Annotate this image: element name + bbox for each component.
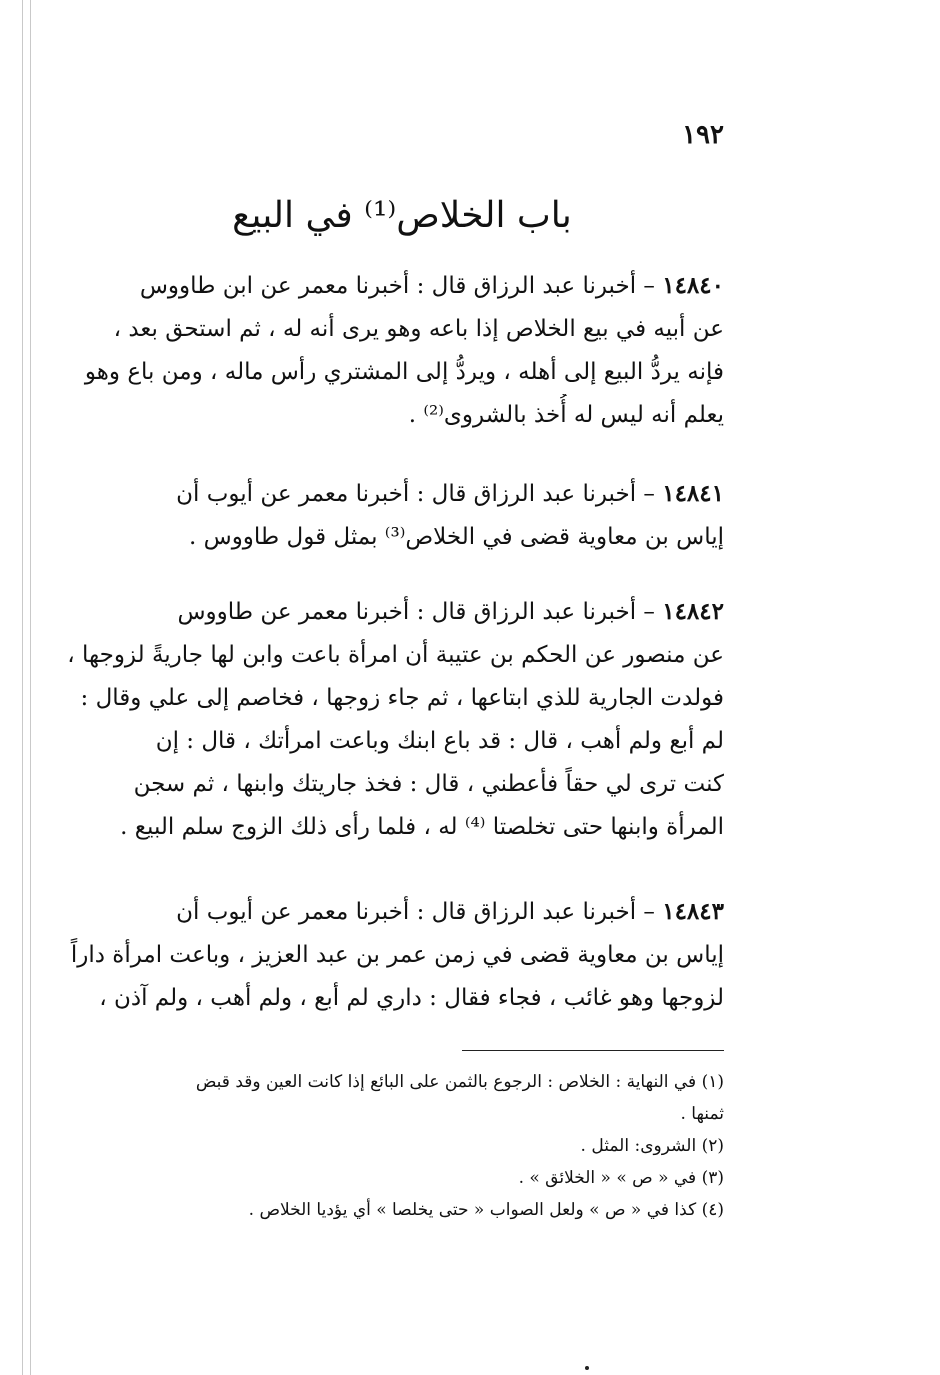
paragraph-line: ١٤٨٤١ – أخبرنا عبد الرزاق قال : أخبرنا معمر عن أيوب أن	[176, 480, 724, 507]
chapter-title: باب الخلاص⁽¹⁾ في البيع	[232, 195, 572, 236]
paragraph-line: فولدت الجارية للذي ابتاعها ، ثم جاء زوجها ، فخاصم إلى علي وقال :	[80, 685, 724, 711]
hadith-paragraph	[58, 264, 724, 437]
scan-speck	[585, 1366, 589, 1370]
footnote: (٣) في « ص » « الخلائق » .	[518, 1168, 724, 1188]
hadith-paragraph	[58, 890, 724, 1020]
scan-edge-line	[30, 0, 31, 1375]
hadith-number: ١٤٨٤٣	[662, 898, 724, 925]
footnotes	[58, 1066, 724, 1226]
paragraph-line: ١٤٨٤٣ – أخبرنا عبد الرزاق قال : أخبرنا معمر عن أيوب أن	[176, 898, 724, 925]
paragraph-line: عن منصور عن الحكم بن عتيبة أن امرأة باعت وابن لها جاريةً لزوجها ،	[67, 642, 724, 668]
footnote: ثمنها .	[680, 1104, 724, 1124]
paragraph-line: كنت ترى لي حقاً فأعطني ، قال : فخذ جاريتك وابنها ، ثم سجن	[133, 771, 724, 797]
paragraph-line: فإنه يردُّ البيع إلى أهله ، ويردُّ إلى المشتري رأس ماله ، ومن باع وهو	[84, 359, 724, 385]
paragraph-line: لم أبع ولم أهب ، قال : قد باع ابنك وباعت امرأتك ، قال : إن	[155, 728, 724, 754]
paragraph-line: لزوجها وهو غائب ، فجاء فقال : داري لم أبع ، ولم أهب ، ولم آذن ،	[99, 985, 724, 1011]
paragraph-line: المرأة وابنها حتى تخلصتا ⁽⁴⁾ له ، فلما رأى ذلك الزوج سلم البيع .	[120, 814, 724, 840]
paragraph-line: إياس بن معاوية قضى في الخلاص⁽³⁾ بمثل قول طاووس .	[189, 524, 724, 550]
paragraph-line: إياس بن معاوية قضى في زمن عمر بن عبد العزيز ، وباعت امرأة داراً	[70, 942, 724, 968]
footnote: (٢) الشروى: المثل .	[580, 1136, 724, 1156]
paragraph-line: ١٤٨٤٢ – أخبرنا عبد الرزاق قال : أخبرنا معمر عن طاووس	[177, 598, 724, 625]
paragraph-line: عن أبيه في بيع الخلاص إذا باعه وهو يرى أنه له ، ثم استحق بعد ،	[113, 316, 724, 342]
hadith-paragraph	[58, 590, 724, 849]
hadith-number: ١٤٨٤٢	[662, 598, 724, 625]
hadith-paragraph	[58, 472, 724, 559]
footnote: (٤) كذا في « ص » ولعل الصواب « حتى يخلصا » أي يؤديا الخلاص .	[248, 1200, 724, 1220]
page-number: ١٩٢	[682, 120, 724, 150]
hadith-number: ١٤٨٤١	[662, 480, 724, 507]
footnote-separator	[462, 1050, 724, 1051]
footnote: (١) في النهاية : الخلاص : الرجوع بالثمن على البائع إذا كانت العين وقد قبض	[195, 1072, 724, 1092]
paragraph-line: ١٤٨٤٠ – أخبرنا عبد الرزاق قال : أخبرنا معمر عن ابن طاووس	[139, 272, 724, 299]
scan-edge-line	[22, 0, 23, 1375]
hadith-number: ١٤٨٤٠	[662, 272, 724, 299]
paragraph-line: يعلم أنه ليس له أُخذ بالشروى⁽²⁾ .	[408, 402, 724, 428]
